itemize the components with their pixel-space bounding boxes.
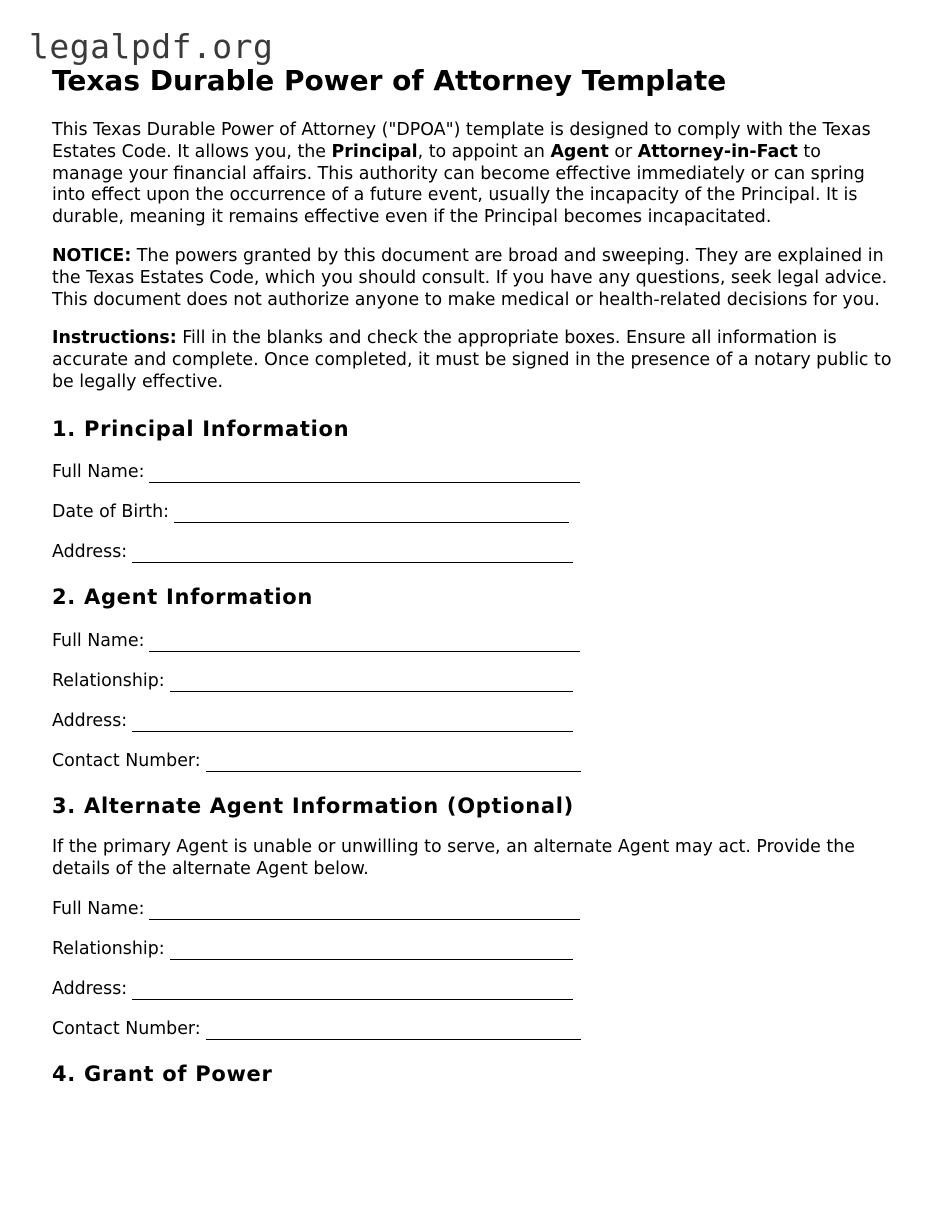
document-title: Texas Durable Power of Attorney Template [52, 64, 727, 97]
intro-bold-attorney: Attorney-in-Fact [637, 141, 798, 162]
agent-address-blank[interactable] [132, 715, 573, 732]
intro-text-1: This Texas Durable Power of Attorney ("DPOA") template is designed to comply with the Texas Estates Code. It allows you, the [52, 120, 871, 162]
watermark: legalpdf.org [29, 27, 274, 66]
section-2-heading: 2. Agent Information [52, 584, 314, 609]
intro-bold-principal: Principal [331, 141, 418, 162]
instructions-label: Instructions: [52, 328, 177, 349]
alternate-relationship-blank[interactable] [170, 943, 573, 960]
alternate-relationship-label: Relationship: [52, 939, 165, 960]
notice-label: NOTICE: [52, 245, 132, 266]
agent-relationship-blank[interactable] [170, 675, 573, 692]
principal-dob-field [52, 502, 892, 523]
principal-full-name-field [52, 462, 892, 483]
principal-dob-label: Date of Birth: [52, 501, 169, 522]
agent-full-name-label: Full Name: [52, 630, 145, 651]
instructions-text: Fill in the blanks and check the appropriate boxes. Ensure all information is accurate and complete. Once completed, it must be signed in the presence of a notary public to be legally effective. [52, 328, 892, 392]
principal-address-blank[interactable] [132, 546, 573, 563]
intro-text-4: to manage your financial affairs. This authority can become effective immediately or can spring into effect upon the occurrence of a future event, usually the incapacity of the Principal. It is durable, meaning it remains effective even if the Principal becomes incapacitated. [52, 141, 865, 228]
agent-full-name-blank[interactable] [149, 635, 580, 652]
principal-full-name-label: Full Name: [52, 461, 145, 482]
principal-dob-blank[interactable] [174, 506, 569, 523]
document-page [52, 64, 892, 1087]
agent-full-name-field [52, 631, 892, 652]
section-3-heading: 3. Alternate Agent Information (Optional) [52, 793, 574, 818]
alternate-full-name-label: Full Name: [52, 899, 145, 920]
principal-full-name-blank[interactable] [149, 466, 580, 483]
alternate-full-name-blank[interactable] [149, 903, 580, 920]
principal-address-label: Address: [52, 541, 128, 562]
alternate-contact-label: Contact Number: [52, 1019, 201, 1040]
agent-contact-blank[interactable] [206, 755, 581, 772]
section-1-heading: 1. Principal Information [52, 416, 350, 441]
agent-contact-label: Contact Number: [52, 750, 201, 771]
agent-address-field [52, 711, 892, 732]
principal-address-field [52, 542, 892, 563]
intro-text-3: or [608, 141, 638, 162]
instructions-paragraph [52, 328, 892, 393]
intro-paragraph [52, 120, 892, 229]
agent-address-label: Address: [52, 710, 128, 731]
intro-bold-agent: Agent [550, 141, 609, 162]
notice-text: The powers granted by this document are broad and sweeping. They are explained in the Texas Estates Code, which you should consult. If you have any questions, seek legal advice. This document does not authorize anyone to make medical or health-related decisions for you. [52, 245, 888, 310]
agent-relationship-label: Relationship: [52, 670, 165, 691]
alternate-address-label: Address: [52, 979, 128, 1000]
alternate-address-field [52, 979, 892, 1000]
agent-contact-field [52, 751, 892, 772]
agent-relationship-field [52, 671, 892, 692]
notice-paragraph [52, 246, 892, 311]
section-4-heading: 4. Grant of Power [52, 1062, 273, 1087]
alternate-contact-blank[interactable] [206, 1023, 581, 1040]
alternate-full-name-field [52, 899, 892, 920]
alternate-agent-description: If the primary Agent is unable or unwilling to serve, an alternate Agent may act. Provide the details of the alternate Agent below. [52, 836, 855, 879]
alternate-contact-field [52, 1019, 892, 1040]
alternate-relationship-field [52, 939, 892, 960]
intro-text-2: , to appoint an [417, 141, 551, 162]
alternate-address-blank[interactable] [132, 983, 573, 1000]
